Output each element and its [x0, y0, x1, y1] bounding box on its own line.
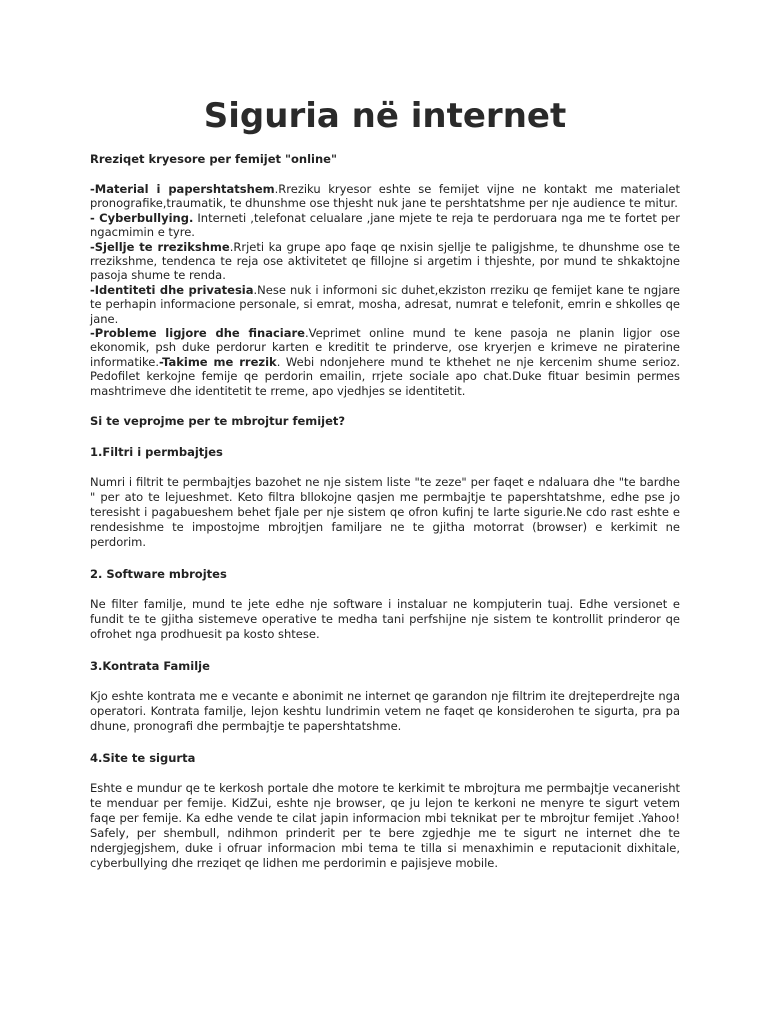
risk-text: .Rrjeti ka grupe apo faqe qe nxisin sjellje te paligjshme, te dhunshme ose te rrezikshme, tendenca te reja ose aktivitetet qe fillojne si argetim i thjeshte, por mund te shkaktojne pasoja shume te renda.: [90, 239, 680, 283]
risk-label: -Takime me rrezik: [159, 354, 277, 369]
question-heading: Si te veprojme per te mbrojtur femijet?: [90, 414, 346, 429]
risk-text: . Webi ndonjehere mund te kthehet ne nje kercenim shume serioz. Pedofilet kerkojne femije qe perdorin emailin, rrjete sociale apo chat.Duke fituar besimin permes mashtrimeve dhe identitetit te rreme, apo vjedhjes se identitetit.: [90, 354, 680, 398]
section: [90, 659, 680, 734]
risk-text: .Rreziku kryesor eshte se femijet vijne ne kontakt me materialet pronografike,traumatik, te dhunshme ose thjesht nuk jane te pershtatshme per nje audience te mitur.: [90, 182, 680, 211]
risk-item: [90, 240, 680, 283]
risk-item: [90, 283, 680, 326]
section-body: Numri i filtrit te permbajtjes bazohet ne nje sistem liste "te zeze" per faqet e ndaluara dhe "te bardhe " per ato te lejueshmet. Keto filtra bllokojne qasjen me permbajtje te papershtatshme, edhe pse jo teresisht i pagabueshem behet fjale per nje sistem qe ofron kufinj te larte sigurie.Ne cdo rast eshte e rendesishme te impostojme mbrojtjen familjare ne te gjitha motorrat (browser) e kerkimit ne perdorim.: [90, 475, 680, 550]
subtitle: Rreziqet kryesore per femijet "online": [90, 152, 337, 166]
risk-label: -Probleme ligjore dhe finaciare: [90, 326, 305, 341]
risk-item: [90, 211, 680, 240]
risk-label: -Identiteti dhe privatesia: [90, 282, 254, 297]
risk-list: [90, 182, 680, 398]
section-heading: 4.Site te sigurta: [90, 751, 196, 766]
risk-label: -Material i papershtatshem: [90, 182, 275, 196]
section-body: Eshte e mundur qe te kerkosh portale dhe motore te kerkimit te mbrojtura me permbajtje vecanerisht te menduar per femije. KidZui, eshte nje browser, qe ju lejon te kerkoni ne menyre te sigurt vetem faqe per femije. Ka edhe vende te cilat japin informacion mbi teknikat per te mbrojtur femijet .Yahoo! Safely, per shembull, ndihmon prinderit per te bere zgjedhje me te sigurt ne internet dhe te ndergjegjshem, duke i ofruar informacion mbi tema te tilla si menaxhimin e reputacionit dixhitale, cyberbullying dhe rreziqet qe lidhen me perdorimin e pajisjeve mobile.: [90, 781, 680, 871]
risk-item: [90, 326, 680, 398]
risk-text: Interneti ,telefonat celualare ,jane mjete te reja te perdoruara nga me te fortet per ngacmimin e tyre.: [90, 210, 680, 240]
section-body: Kjo eshte kontrata me e vecante e abonimit ne internet qe garandon nje filtrim ite drejteperdrejte nga operatori. Kontrata familje, lejon keshtu lundrimin vetem ne faqet qe konsiderohen te sigurta, pra pa dhune, pronografi dhe permbajtje te papershtatshme.: [90, 689, 680, 734]
risk-label: -Sjellje te rrezikshme: [90, 239, 230, 254]
risk-label: - Cyberbullying.: [90, 210, 194, 225]
risk-item: [90, 182, 680, 211]
risk-text: .Veprimet online mund te kene pasoja ne planin ligjor ose ekonomik, psh duke perdorur karten e kreditit te prinderve, ose kryerjen e krimeve ne piraterine informatike.: [90, 326, 680, 369]
risk-text: .Nese nuk i informoni sic duhet,ekziston rreziku qe femijet kane te ngjare te perhapin informacione personale, si emrat, mosha, adresat, numrat e telefonit, emrin e shkolles qe jane.: [90, 282, 680, 326]
section-heading: 3.Kontrata Familje: [90, 659, 210, 674]
section-heading: 1.Filtri i permbajtjes: [90, 445, 223, 460]
section-heading: 2. Software mbrojtes: [90, 567, 227, 582]
section-body: Ne filter familje, mund te jete edhe nje software i instaluar ne kompjuterin tuaj. Edhe versionet e fundit te te gjitha sistemeve operative te medha tani perfshijne nje sistem te kontrollit prinderor qe ofrohet nga prodhuesit pa kosto shtese.: [90, 597, 680, 642]
section: [90, 567, 680, 642]
page-title: Siguria në internet: [203, 96, 567, 136]
section: [90, 445, 680, 550]
section: [90, 751, 680, 871]
